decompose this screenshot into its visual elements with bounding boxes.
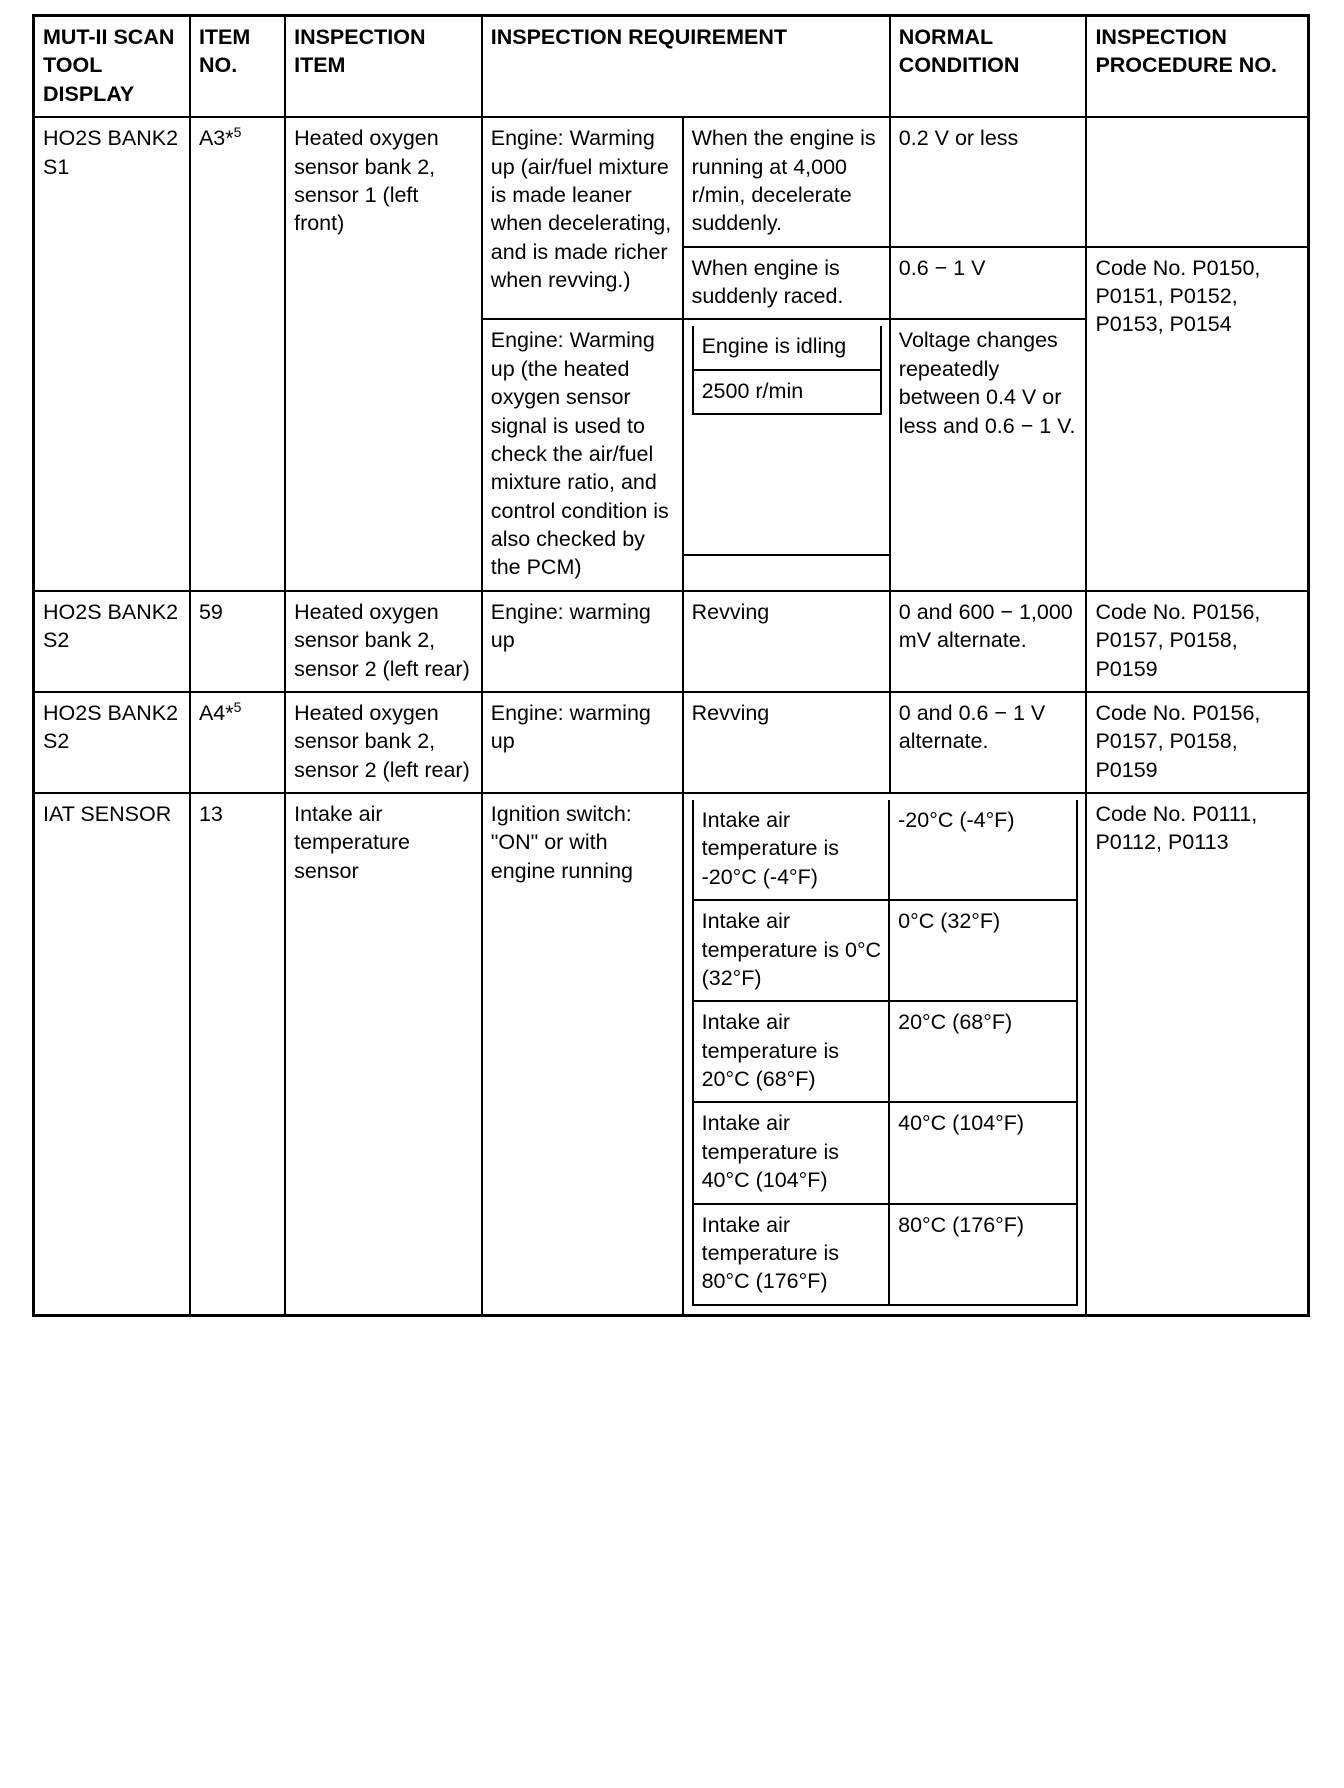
cell-procedure-blank [1086,117,1308,247]
cell-requirement-condition-filler [683,555,890,591]
cell-display: IAT SENSOR [34,793,190,1315]
item-no-value: A4 [198,700,226,725]
cell-item-no [190,117,285,591]
cell-requirement-left: Engine: warming up [482,591,683,692]
cell-procedure: Code No. P0111, P0112, P0113 [1086,793,1308,1315]
cell-display: HO2S BANK2 S1 [34,117,190,591]
cell-requirement-condition-group [683,319,890,554]
header-inspection-item: INSPECTION ITEM [285,16,482,118]
cell-requirement-left: Engine: warming up [482,692,683,793]
cell-procedure: Code No. P0156, P0157, P0158, P0159 [1086,591,1308,692]
nested-condition-table [692,326,882,415]
cell-normal-condition: 40°C (104°F) [889,1102,1077,1203]
cell-inspection-item: Heated oxygen sensor bank 2, sensor 1 (left front) [285,117,482,591]
cell-normal-condition: 0 and 600 − 1,000 mV alternate. [890,591,1087,692]
cell-normal-condition: 0 and 0.6 − 1 V alternate. [890,692,1087,793]
item-no-footnote-marker: * [225,700,234,725]
cell-normal-condition: -20°C (-4°F) [889,800,1077,900]
cell-inspection-item: Heated oxygen sensor bank 2, sensor 2 (left rear) [285,692,482,793]
cell-display: HO2S BANK2 S2 [34,692,190,793]
cell-item-no: 59 [190,591,285,692]
header-inspection-procedure-no: INSPECTION PROCEDURE NO. [1086,16,1308,118]
cell-normal-condition: 0°C (32°F) [889,900,1077,1001]
item-no-footnote-number: 5 [233,698,242,715]
item-no-footnote-marker: * [225,126,234,151]
cell-display: HO2S BANK2 S2 [34,591,190,692]
cell-requirement-left: Ignition switch: "ON" or with engine running [482,793,683,1315]
cell-item-no [190,692,285,793]
cell-requirement-condition: Intake air temperature is 0°C (32°F) [693,900,890,1001]
cell-requirement-condition: Intake air temperature is 80°C (176°F) [693,1204,890,1305]
table-row [34,793,1309,1315]
cell-procedure: Code No. P0156, P0157, P0158, P0159 [1086,692,1308,793]
inspection-specification-table [32,14,1310,1317]
cell-requirement-condition: Intake air temperature is 20°C (68°F) [693,1001,890,1102]
nested-condition-table [692,800,1079,1306]
item-no-value: A3 [198,126,226,151]
cell-requirement-condition: 2500 r/min [693,370,881,414]
cell-requirement-group-2: Engine: Warming up (the heated oxygen sensor signal is used to check the air/fuel mixture ratio, and control condition is also checked by the PCM) [482,319,683,590]
cell-requirement-condition: Intake air temperature is 40°C (104°F) [693,1102,890,1203]
cell-requirement-group-1: Engine: Warming up (air/fuel mixture is made leaner when decelerating, and is made richer when revving.) [482,117,683,319]
cell-inspection-item: Intake air temperature sensor [285,793,482,1315]
cell-item-no: 13 [190,793,285,1315]
cell-requirement-condition: When engine is suddenly raced. [683,247,890,320]
table-header-row [34,16,1309,118]
item-no-footnote-number: 5 [233,123,242,140]
cell-requirement-right: Revving [683,692,890,793]
cell-normal-condition: 20°C (68°F) [889,1001,1077,1102]
table-row [34,692,1309,793]
cell-normal-condition: 0.2 V or less [890,117,1087,247]
cell-requirement-condition: Engine is idling [693,326,881,369]
cell-procedure: Code No. P0150, P0151, P0152, P0153, P0154 [1086,247,1308,591]
cell-normal-condition: 0.6 − 1 V [890,247,1087,320]
cell-inspection-item: Heated oxygen sensor bank 2, sensor 2 (left rear) [285,591,482,692]
table-row [34,591,1309,692]
table-row [34,117,1309,247]
cell-requirement-condition: Intake air temperature is -20°C (-4°F) [693,800,890,900]
cell-requirement-condition: When the engine is running at 4,000 r/min, decelerate suddenly. [683,117,890,247]
header-item-no: ITEM NO. [190,16,285,118]
header-inspection-requirement: INSPECTION REQUIREMENT [482,16,890,118]
cell-normal-condition: 80°C (176°F) [889,1204,1077,1305]
cell-normal-condition: Voltage changes repeatedly between 0.4 V or less and 0.6 − 1 V. [890,319,1087,590]
cell-condition-matrix [683,793,1087,1315]
header-mut-ii-scan-tool-display: MUT-II SCAN TOOL DISPLAY [34,16,190,118]
cell-requirement-right: Revving [683,591,890,692]
header-normal-condition: NORMAL CONDITION [890,16,1087,118]
